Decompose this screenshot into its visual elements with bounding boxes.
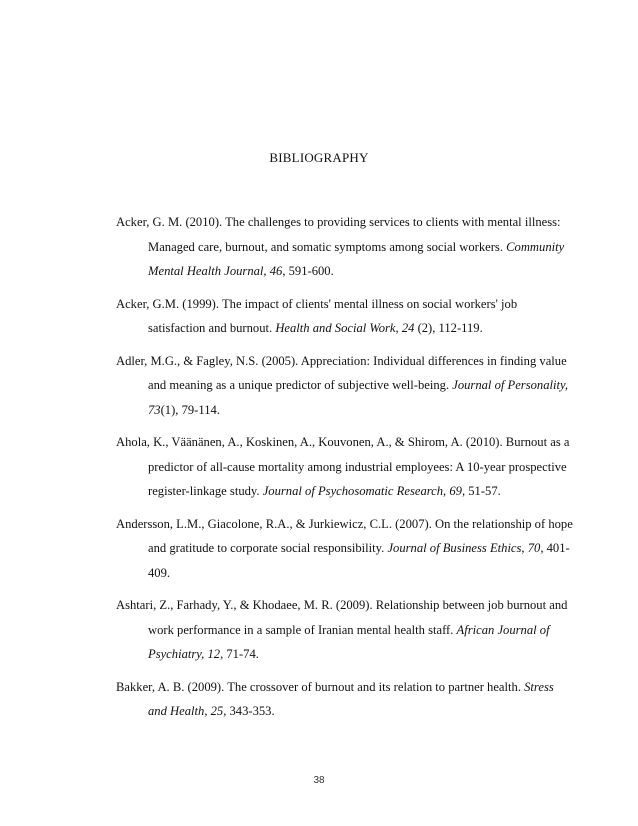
entry-authors: Acker, G.M. (1999). <box>116 296 222 311</box>
entry-pages: (1), 79-114. <box>160 402 220 417</box>
entry-pages: 343-353. <box>226 704 275 718</box>
entry-authors: Ashtari, Z., Farhady, Y., & Khodaee, M. R. (2009). <box>116 598 376 612</box>
entry-title: Burnout as a predictor of all-cause mortality among industrial employees: A 10-year prospective register-linkage study. <box>148 435 570 498</box>
entry-journal: African Journal of Psychiatry, 12 <box>148 622 550 661</box>
entry-pages: (2), 112-119. <box>414 321 483 335</box>
entry-authors: Acker, G. M. (2010). <box>116 215 226 229</box>
bibliography-entry <box>116 292 574 341</box>
entry-pages: , 591-600. <box>282 264 334 278</box>
bibliography-entry <box>116 349 574 423</box>
entry-journal: Journal of Psychosomatic Research, 69, <box>262 484 466 498</box>
entry-journal: Journal of Personality, 73 <box>148 378 569 417</box>
entry-title: Relationship between job burnout and work performance in a sample of Iranian mental health staff. <box>148 598 568 637</box>
entry-title: The challenges to providing services to clients with mental illness: Managed care, burnout, and somatic symptoms among social workers. <box>148 215 561 254</box>
entry-title: On the relationship of hope and gratitude to corporate social responsibility. <box>148 516 573 555</box>
entry-authors: Adler, M.G., & Fagley, N.S. (2005). <box>116 353 301 368</box>
entry-title: Appreciation: Individual differences in finding value and meaning as a unique predictor of subjective well-being. <box>148 353 567 392</box>
bibliography-entry <box>116 430 574 504</box>
entry-title: The impact of clients' mental illness on social workers' job satisfaction and burnout. <box>148 296 518 335</box>
entry-journal: Community Mental Health Journal, 46 <box>148 239 565 278</box>
page-title: BIBLIOGRAPHY <box>269 150 369 165</box>
page-number: 38 <box>313 775 325 786</box>
entry-pages: 51-57. <box>465 484 501 498</box>
entry-journal: Journal of Business Ethics, 70, <box>387 541 544 555</box>
bibliography-entry <box>116 512 574 586</box>
bibliography-entry <box>116 675 574 724</box>
entry-pages: 401-409. <box>148 541 570 580</box>
entry-authors: Bakker, A. B. (2009). <box>116 679 228 694</box>
bibliography-entry <box>116 593 574 667</box>
entry-journal: Stress and Health, 25, <box>148 679 554 718</box>
entry-pages: , 71-74. <box>220 647 259 661</box>
bibliography-entry <box>116 210 574 284</box>
entry-title: The crossover of burnout and its relation to partner health. <box>227 679 525 694</box>
bibliography-list <box>116 210 574 732</box>
entry-journal: Health and Social Work, 24 <box>275 321 415 335</box>
entry-authors: Andersson, L.M., Giacolone, R.A., & Jurkiewicz, C.L. (2007). <box>116 516 435 531</box>
entry-authors: Ahola, K., Väänänen, A., Koskinen, A., Kouvonen, A., & Shirom, A. (2010). <box>116 435 506 449</box>
